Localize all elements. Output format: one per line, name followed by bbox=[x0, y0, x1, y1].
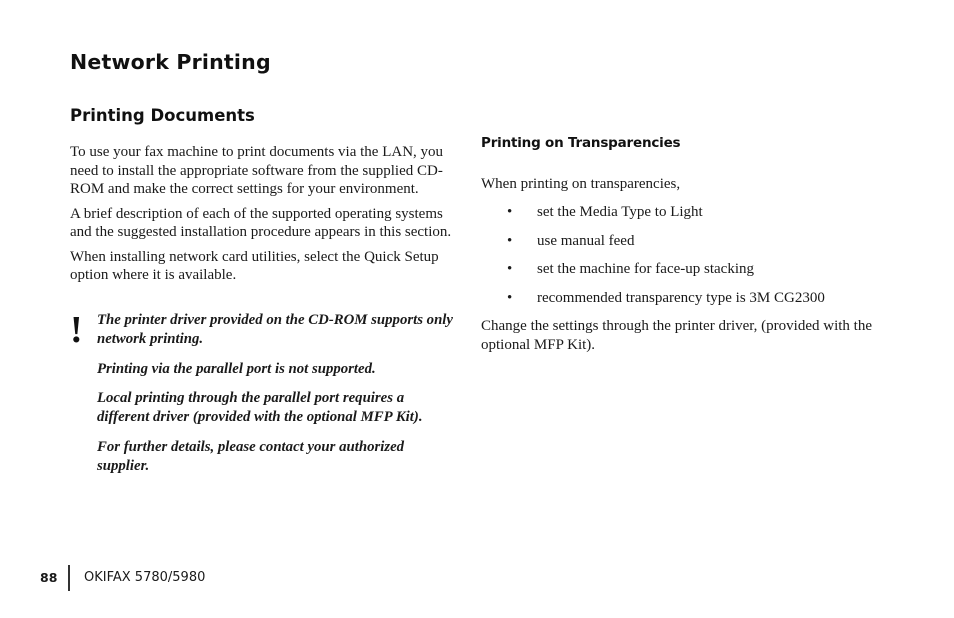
footer-divider bbox=[68, 565, 70, 591]
list-item-text: use manual feed bbox=[537, 232, 635, 249]
list-item bbox=[481, 203, 881, 222]
section-title: Printing Documents bbox=[70, 106, 255, 125]
page-title: Network Printing bbox=[70, 50, 271, 74]
page-number: 88 bbox=[40, 570, 58, 585]
product-name: OKIFAX 5780/5980 bbox=[84, 570, 206, 585]
note-paragraph: Local printing through the parallel port requires a different driver (provided with the optional MFP Kit). bbox=[97, 390, 423, 425]
note-paragraph: The printer driver provided on the CD-ROM supports only network printing. bbox=[97, 312, 453, 347]
bullet-icon: • bbox=[507, 261, 513, 277]
intro-paragraph: To use your fax machine to print documents via the LAN, you need to install the appropriate software from the supplied CD-ROM and make the correct settings for your environment. bbox=[70, 144, 444, 198]
transparencies-column bbox=[481, 134, 881, 355]
bullet-icon: • bbox=[507, 289, 513, 306]
transparencies-bullet-list bbox=[481, 203, 881, 308]
note-paragraph: Printing via the parallel port is not supported. bbox=[97, 360, 376, 377]
note-paragraph: For further details, please contact your authorized supplier. bbox=[97, 438, 405, 474]
transparencies-intro: When printing on transparencies, bbox=[481, 176, 681, 192]
list-item bbox=[481, 289, 881, 308]
list-item-text: set the machine for face-up stacking bbox=[537, 261, 754, 277]
exclamation-icon: ! bbox=[70, 309, 83, 351]
os-description-paragraph: A brief description of each of the supported operating systems and the suggested installation procedure appears in this section. bbox=[70, 205, 452, 241]
utilities-paragraph: When installing network card utilities, select the Quick Setup option where it is available. bbox=[70, 248, 439, 284]
intro-text-column bbox=[70, 143, 462, 290]
list-item bbox=[481, 260, 881, 279]
transparencies-title: Printing on Transparencies bbox=[481, 135, 681, 151]
list-item bbox=[481, 232, 881, 251]
list-item-text: set the Media Type to Light bbox=[537, 204, 703, 220]
bullet-icon: • bbox=[507, 204, 513, 220]
warning-note-text bbox=[97, 311, 457, 486]
transparencies-outro: Change the settings through the printer driver, (provided with the optional MFP Kit). bbox=[481, 318, 872, 353]
bullet-icon: • bbox=[507, 232, 513, 249]
list-item-text: recommended transparency type is 3M CG2300 bbox=[537, 289, 825, 306]
